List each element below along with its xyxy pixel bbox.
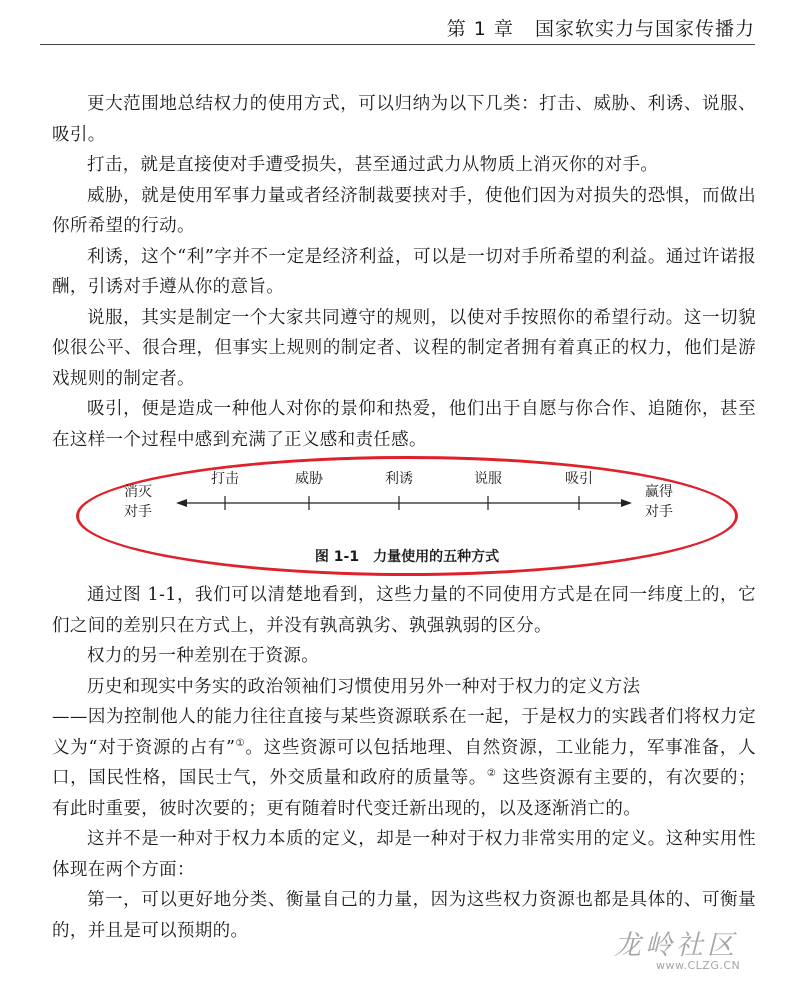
paragraph-text: ——因为控制他人的能力往往直接与某些资源联系在一起，于是权力的实践者们将权力定义为“对于资源的占有” (52, 707, 756, 758)
paragraph: 威胁，就是使用军事力量或者经济制裁要挟对手，使他们因为对损失的恐惧，而做出你所希望的行动。 (52, 185, 756, 236)
footnote-mark-2[interactable]: ② (486, 768, 497, 780)
paragraph: 更大范围地总结权力的使用方式，可以归纳为以下几类：打击、威胁、利诱、说服、吸引。 (52, 94, 756, 145)
paragraph: 权力的另一种差别在于资源。 (87, 646, 320, 666)
body-text-bottom (52, 580, 756, 946)
tick-label-threat: 威胁 (295, 471, 323, 487)
paragraph (52, 702, 756, 824)
paragraph: 这并不是一种对于权力本质的定义，却是一种对于权力非常实用的定义。这种实用性体现在两个方面： (52, 829, 756, 880)
paragraph-text: 这些资源有主要的，有次要的；有此时重要，彼时次要的；更有随着时代变迁新出现的，以及逐渐消亡的。 (52, 768, 757, 819)
chapter-title: 国家软实力与国家传播力 (534, 18, 755, 40)
watermark-url: www.CLZG.CN (656, 959, 741, 972)
running-header (40, 14, 755, 41)
paragraph: 历史和现实中务实的政治领袖们习惯使用另外一种对于权力的定义方法 (87, 676, 641, 697)
tick-label-attraction: 吸引 (565, 471, 593, 487)
left-end-label-line: 对手 (124, 504, 152, 520)
watermark-title: 龙岭社区 (614, 930, 738, 961)
left-end-label-line: 消灭 (124, 484, 152, 500)
chapter-number: 第 1 章 (446, 18, 514, 40)
right-end-label-line: 赢得 (645, 484, 673, 500)
paragraph: 通过图 1-1，我们可以清楚地看到，这些力量的不同使用方式是在同一纬度上的，它们之间的差别只在方式上，并没有孰高孰劣、孰强孰弱的区分。 (52, 585, 756, 636)
paragraph: 吸引，便是造成一种他人对你的景仰和热爱，他们出于自愿与你合作、追随你，甚至在这样一个过程中感到充满了正义感和责任感。 (52, 399, 756, 450)
right-end-label-line: 对手 (645, 504, 673, 520)
tick-label-strike: 打击 (211, 471, 239, 487)
right-arrowhead (621, 499, 632, 507)
paragraph-text: 。这些资源可以包括地理、自然资源，工业能力，军事准备，人口，国民性格，国民士气，外交质量和政府的质量等。 (52, 737, 756, 788)
body-text-top (52, 89, 756, 455)
site-watermark (614, 923, 789, 975)
left-arrowhead (176, 499, 187, 507)
tick-label-inducement: 利诱 (385, 471, 413, 487)
paragraph: 打击，就是直接使对手遭受损失，甚至通过武力从物质上消灭你的对手。 (87, 155, 659, 175)
paragraph: 说服，其实是制定一个大家共同遵守的规则，以使对手按照你的希望行动。这一切貌似很公平、很合理，但事实上规则的制定者、议程的制定者拥有着真正的权力，他们是游戏规则的制定者。 (52, 307, 756, 389)
paragraph: 第一，可以更好地分类、衡量自己的力量，因为这些权力资源也都是具体的、可衡量的，并且是可以预期的。 (52, 890, 756, 941)
header-rule (40, 44, 755, 45)
figure-caption: 图 1-1 力量使用的五种方式 (314, 549, 500, 565)
figure-1-1 (76, 456, 738, 576)
footnote-mark-1[interactable]: ① (235, 737, 246, 749)
paragraph: 利诱，这个“利”字并不一定是经济利益，可以是一切对手所希望的利益。通过许诺报酬，引诱对手遵从你的意旨。 (52, 246, 756, 297)
continuum-axis (76, 456, 738, 546)
tick-label-persuasion: 说服 (474, 471, 502, 487)
